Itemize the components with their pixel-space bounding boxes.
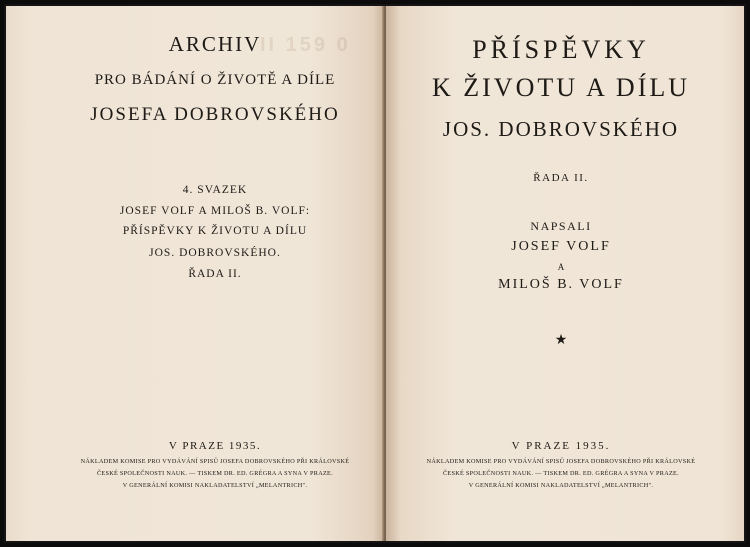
archive-subject: JOSEFA DOBROVSKÉHO (90, 104, 340, 125)
left-imprint-line1: NÁKLADEM KOMISE PRO VYDÁVÁNÍ SPISŮ JOSEFA DOBROVSKÉHO PŘI KRÁLOVSKÉ (80, 458, 350, 465)
book-title-line1: PŘÍSPĚVKY (472, 35, 650, 64)
left-imprint-line3: V GENERÁLNÍ KOMISI NAKLADATELSTVÍ „MELANTRICH". (122, 482, 308, 489)
volume-title-line2: JOS. DOBROVSKÉHO. (149, 247, 281, 259)
right-imprint-line3: V GENERÁLNÍ KOMISI NAKLADATELSTVÍ „MELANTRICH". (468, 482, 654, 489)
archive-title: ARCHIV (168, 32, 262, 56)
archive-subtitle: PRO BÁDÁNÍ O ŽIVOTĚ A DÍLE (94, 72, 336, 88)
right-imprint-line2: ČESKÉ SPOLEČNOSTI NAUK. — TISKEM DR. ED. GRÉGRA A SYNA V PRAZE. (442, 470, 679, 477)
author-milos-volf: MILOŠ B. VOLF (498, 277, 624, 292)
written-by-label: NAPSALI (530, 219, 592, 233)
author-conjunction: A (557, 262, 565, 272)
right-imprint-place-year: V PRAZE 1935. (511, 440, 611, 452)
volume-title-line1: PŘÍSPĚVKY K ŽIVOTU A DÍLU (122, 225, 308, 237)
volume-authors: JOSEF VOLF A MILOŠ B. VOLF: (119, 205, 311, 217)
left-imprint-place-year: V PRAZE 1935. (168, 440, 262, 452)
volume-number: 4. SVAZEK (182, 184, 248, 196)
author-josef-volf: JOSEF VOLF (511, 239, 611, 254)
left-imprint-line2: ČESKÉ SPOLEČNOSTI NAUK. — TISKEM DR. ED. GRÉGRA A SYNA V PRAZE. (96, 470, 333, 477)
book-title-line2: K ŽIVOTU A DÍLU (431, 73, 691, 102)
book-title-line3: JOS. DOBROVSKÉHO (442, 117, 680, 141)
right-imprint-line1: NÁKLADEM KOMISE PRO VYDÁVÁNÍ SPISŮ JOSEFA DOBROVSKÉHO PŘI KRÁLOVSKÉ (426, 458, 696, 465)
library-stamp-show-through: II 159 0 (260, 34, 351, 56)
volume-series-number: ŘADA II. (188, 268, 242, 280)
book-series-number: ŘADA II. (533, 172, 589, 184)
star-ornament-icon: ★ (554, 333, 568, 348)
